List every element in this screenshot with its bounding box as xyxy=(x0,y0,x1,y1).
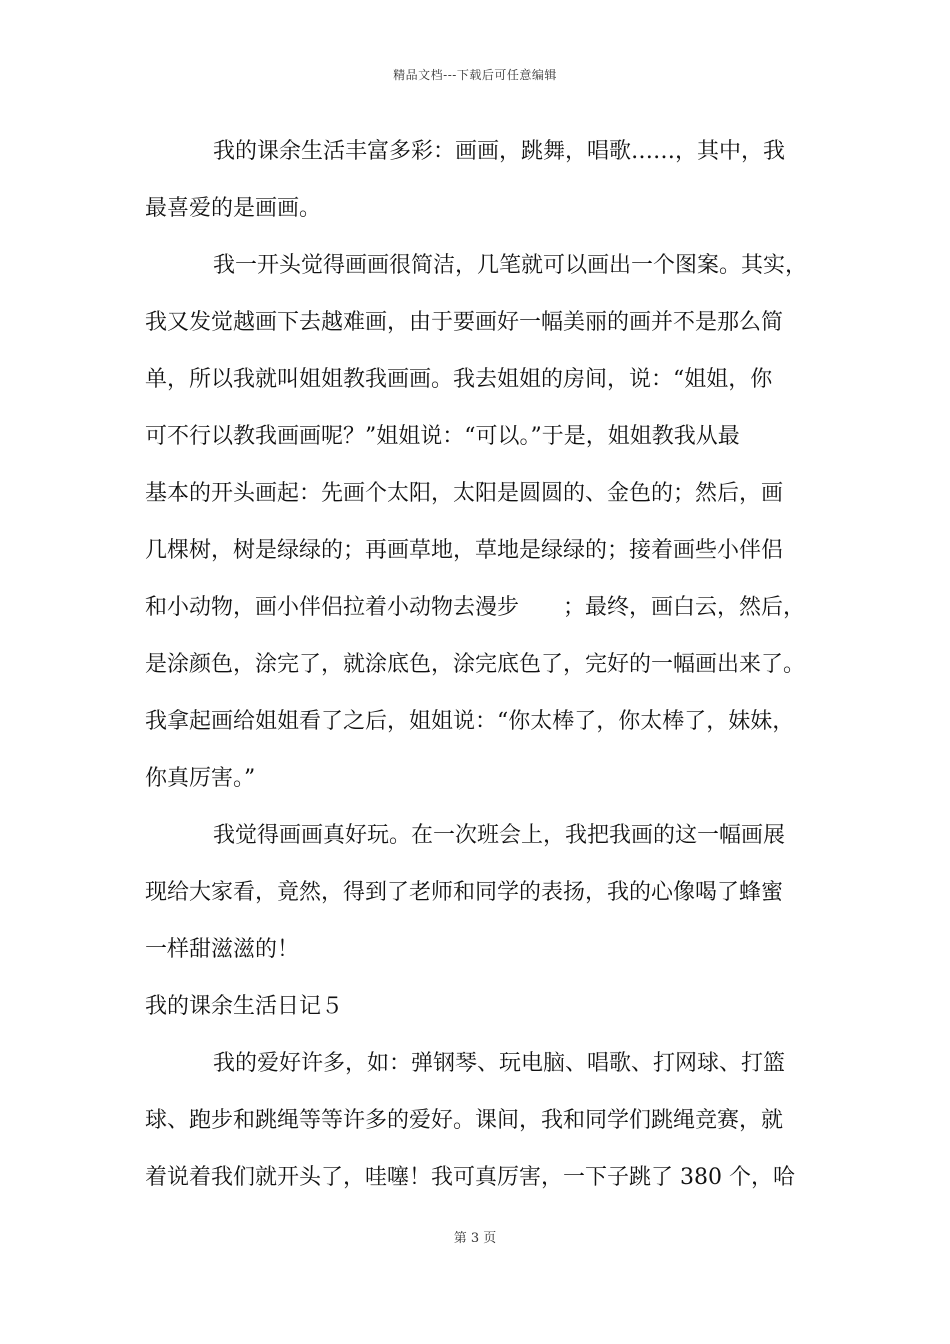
body-line: 我拿起画给姐姐看了之后，姐姐说：“你太棒了，你太棒了，妹妹， xyxy=(145,709,795,734)
body-line: 最喜爱的是画画。 xyxy=(145,196,322,221)
body-line: 我觉得画画真好玩。在一次班会上，我把我画的这一幅画展 xyxy=(213,823,786,848)
body-line: 我一开头觉得画画很简洁，几笔就可以画出一个图案。其实， xyxy=(213,253,808,278)
body-line: 可不行以教我画画呢？”姐姐说：“可以。”于是，姐姐教我从最 xyxy=(145,424,740,449)
body-line: 我的爱好许多，如：弹钢琴、玩电脑、唱歌、打网球、打篮 xyxy=(213,1051,786,1076)
page-number: 第 3 页 xyxy=(453,1231,497,1246)
body-line: 着说着我们就开头了，哇噻！我可真厉害，一下子跳了 380 个，哈 xyxy=(145,1165,795,1190)
body-line: 和小动物，画小伴侣拉着小动物去漫步 ；最终，画白云，然后， xyxy=(145,595,806,620)
body-line: 球、跑步和跳绳等等许多的爱好。课间，我和同学们跳绳竞赛，就 xyxy=(145,1108,784,1133)
body-line: 我又发觉越画下去越难画，由于要画好一幅美丽的画并不是那么简 xyxy=(145,310,784,335)
section-title: 我的课余生活日记５ xyxy=(145,994,344,1019)
body-line: 单，所以我就叫姐姐教我画画。我去姐姐的房间，说：“姐姐，你 xyxy=(145,367,773,392)
body-line: 几棵树，树是绿绿的；再画草地，草地是绿绿的；接着画些小伴侣 xyxy=(145,538,784,563)
body-line: 基本的开头画起：先画个太阳，太阳是圆圆的、金色的；然后，画 xyxy=(145,481,784,506)
body-line: 我的课余生活丰富多彩：画画，跳舞，唱歌……，其中，我 xyxy=(213,139,786,164)
body-line: 现给大家看，竟然，得到了老师和同学的表扬，我的心像喝了蜂蜜 xyxy=(145,880,784,905)
body-line: 你真厉害。” xyxy=(145,766,256,791)
body-line: 是涂颜色，涂完了，就涂底色，涂完底色了，完好的一幅画出来了。 xyxy=(145,652,806,677)
page-header: 精品文档---下载后可任意编辑 xyxy=(393,68,557,82)
body-line: 一样甜滋滋的！ xyxy=(145,937,300,962)
